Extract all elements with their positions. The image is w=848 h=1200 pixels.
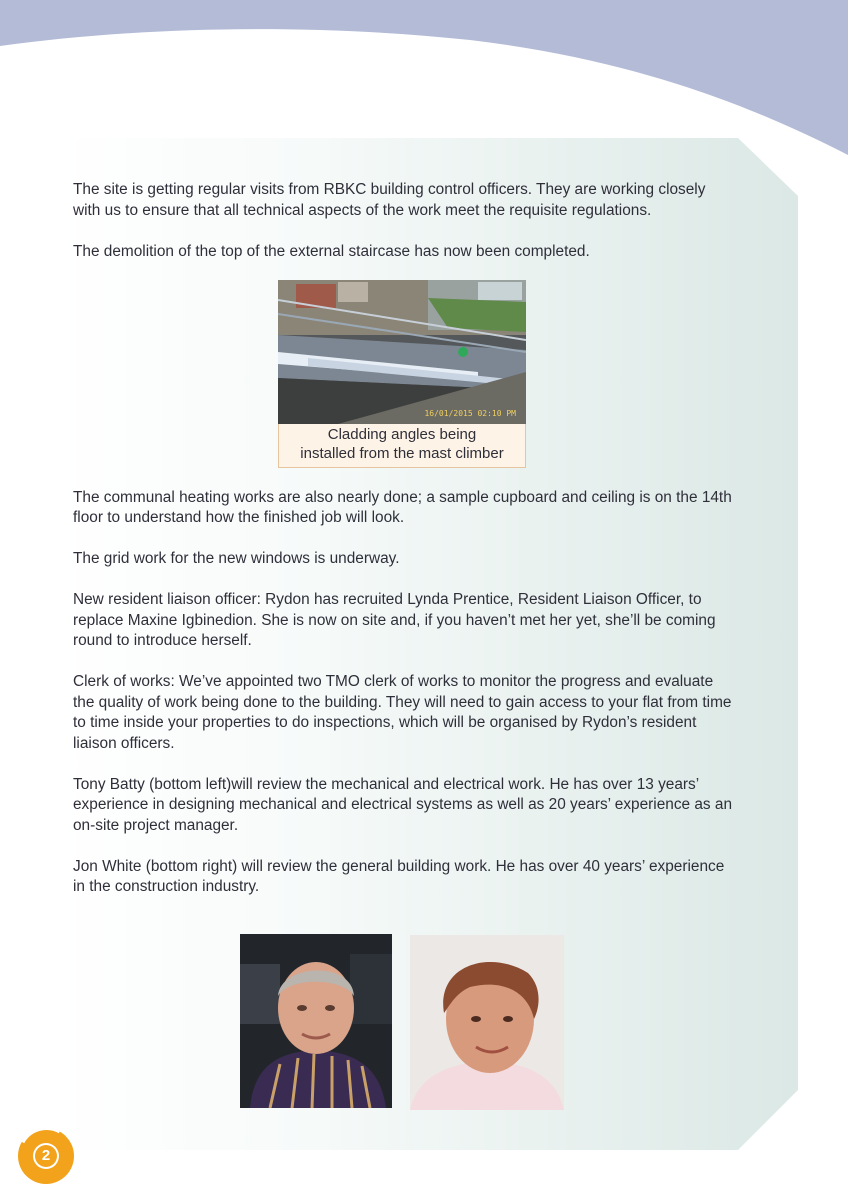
- cladding-photo: [278, 280, 526, 424]
- photo-timestamp: 16/01/2015 02:10 PM: [424, 409, 516, 418]
- caption-line-1: Cladding angles being: [327, 426, 477, 443]
- portrait-tony-batty-illustration: [240, 934, 392, 1108]
- page-number: 2: [41, 1147, 51, 1164]
- portrait-tony-batty: [240, 934, 392, 1108]
- portrait-jon-white-illustration: [410, 935, 564, 1110]
- paragraph-staircase: The demolition of the top of the external staircase has now been completed.: [73, 242, 590, 260]
- paragraph-heating: The communal heating works are also nearly done; a sample cupboard and ceiling is on the 14th floor to understand how the finished job will look.: [73, 488, 732, 526]
- caption-line-2: installed from the mast climber: [300, 445, 504, 462]
- paragraph-liaison-officer: New resident liaison officer: Rydon has recruited Lynda Prentice, Resident Liaison Officer, to replace Maxine Igbinedion. She is now on site and, if you haven’t met her yet, she’ll be coming round to introduce herself.: [73, 591, 716, 649]
- cladding-figure: [278, 280, 526, 468]
- paragraph-clerk-of-works: Clerk of works: We’ve appointed two TMO clerk of works to monitor the progress and evaluate the quality of work being done to the building. They will need to gain access to your flat from time to time inside your properties to do inspections, which will be organised by Rydon’s resident liaison officers.: [73, 673, 732, 752]
- cladding-photo-illustration: [278, 280, 526, 424]
- paragraph-building-control: The site is getting regular visits from RBKC building control officers. They are working closely with us to ensure that all technical aspects of the work meet the requisite regulations.: [73, 181, 706, 219]
- paragraph-grid-work: The grid work for the new windows is underway.: [73, 550, 400, 567]
- header-wave: [0, 0, 848, 160]
- portrait-jon-white: [410, 935, 564, 1110]
- figure-caption: [278, 424, 526, 468]
- paragraph-tony-batty: Tony Batty (bottom left)will review the mechanical and electrical work. He has over 13 years’ experience in designing mechanical and electrical systems as well as 20 years’ experience as an on-site project manager.: [73, 775, 733, 834]
- paragraph-jon-white: Jon White (bottom right) will review the general building work. He has over 40 years’ experience in the construction industry.: [73, 857, 725, 895]
